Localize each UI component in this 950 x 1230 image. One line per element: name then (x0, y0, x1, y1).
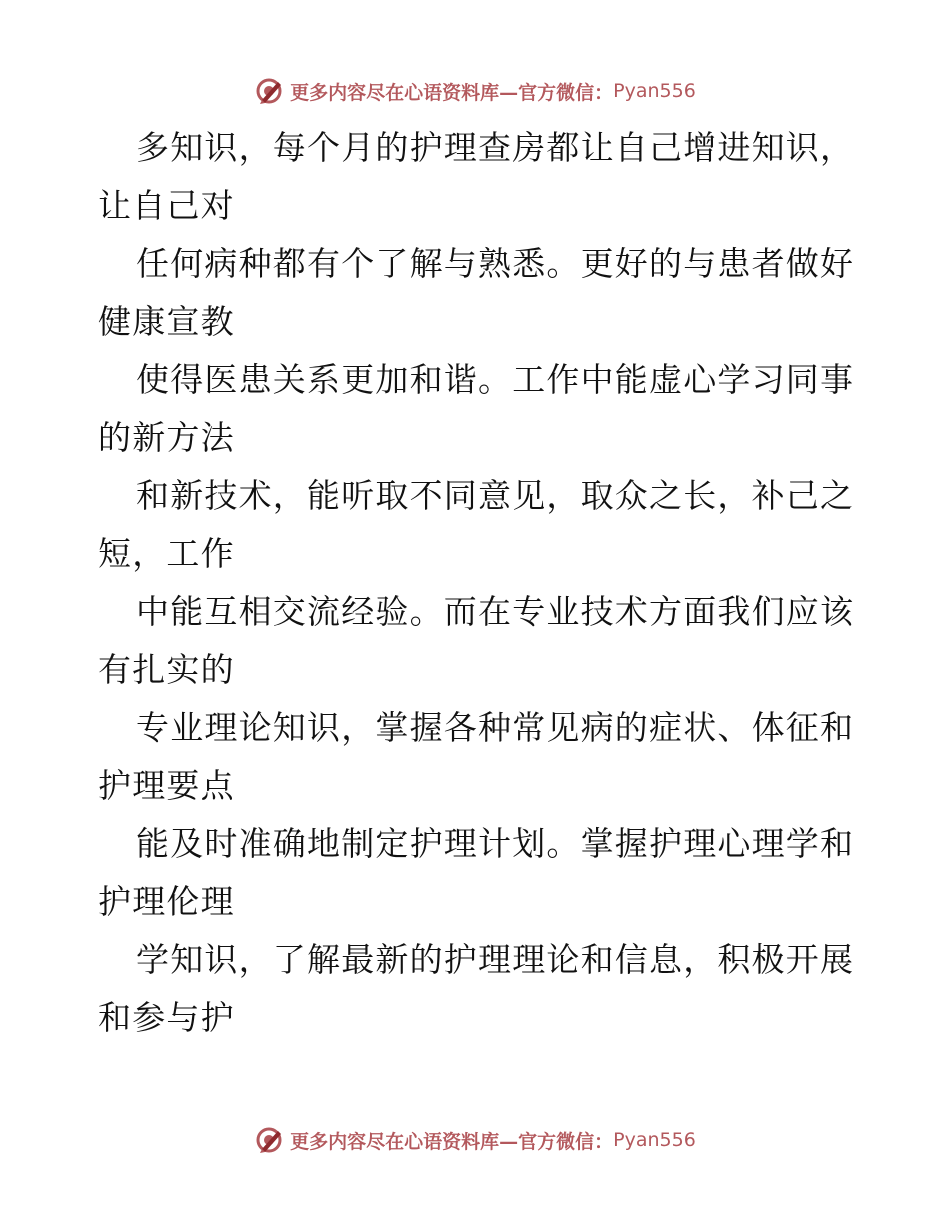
text-line: 和参与护 (98, 998, 235, 1037)
text-line: 让自己对 (98, 186, 235, 225)
text-line: 能及时准确地制定护理计划。掌握护理心理学和 (136, 824, 855, 863)
text-line: 专业理论知识，掌握各种常见病的症状、体征和 (136, 708, 855, 747)
paragraph (98, 351, 858, 467)
text-line: 任何病种都有个了解与熟悉。更好的与患者做好 (136, 244, 855, 283)
pen-logo-icon (254, 1125, 284, 1155)
header-banner-text: 更多内容尽在心语资料库—官方微信： (290, 81, 614, 104)
paragraph (98, 931, 858, 1047)
text-line: 多知识，每个月的护理查房都让自己增进知识， (136, 128, 855, 167)
footer-banner-wechat-id: Pyan556 (613, 1129, 696, 1151)
text-line: 的新方法 (98, 418, 235, 457)
paragraph (98, 699, 858, 815)
paragraph (98, 815, 858, 931)
text-line: 中能互相交流经验。而在专业技术方面我们应该 (136, 592, 855, 631)
text-line: 学知识，了解最新的护理理论和信息，积极开展 (136, 940, 855, 979)
paragraph (98, 467, 858, 583)
text-line: 有扎实的 (98, 650, 235, 689)
text-line: 使得医患关系更加和谐。工作中能虚心学习同事 (136, 360, 855, 399)
text-line: 健康宣教 (98, 302, 235, 341)
header-banner (0, 71, 950, 111)
paragraph (98, 235, 858, 351)
document-body (98, 119, 858, 1047)
text-line: 护理要点 (98, 766, 235, 805)
text-line: 护理伦理 (98, 882, 235, 921)
paragraph (98, 119, 858, 235)
text-line: 短，工作 (98, 534, 235, 573)
paragraph (98, 583, 858, 699)
footer-banner-text: 更多内容尽在心语资料库—官方微信： (290, 1130, 614, 1153)
header-banner-wechat-id: Pyan556 (613, 80, 696, 102)
text-line: 和新技术，能听取不同意见，取众之长，补己之 (136, 476, 855, 515)
pen-logo-icon (254, 76, 284, 106)
footer-banner (0, 1120, 950, 1160)
